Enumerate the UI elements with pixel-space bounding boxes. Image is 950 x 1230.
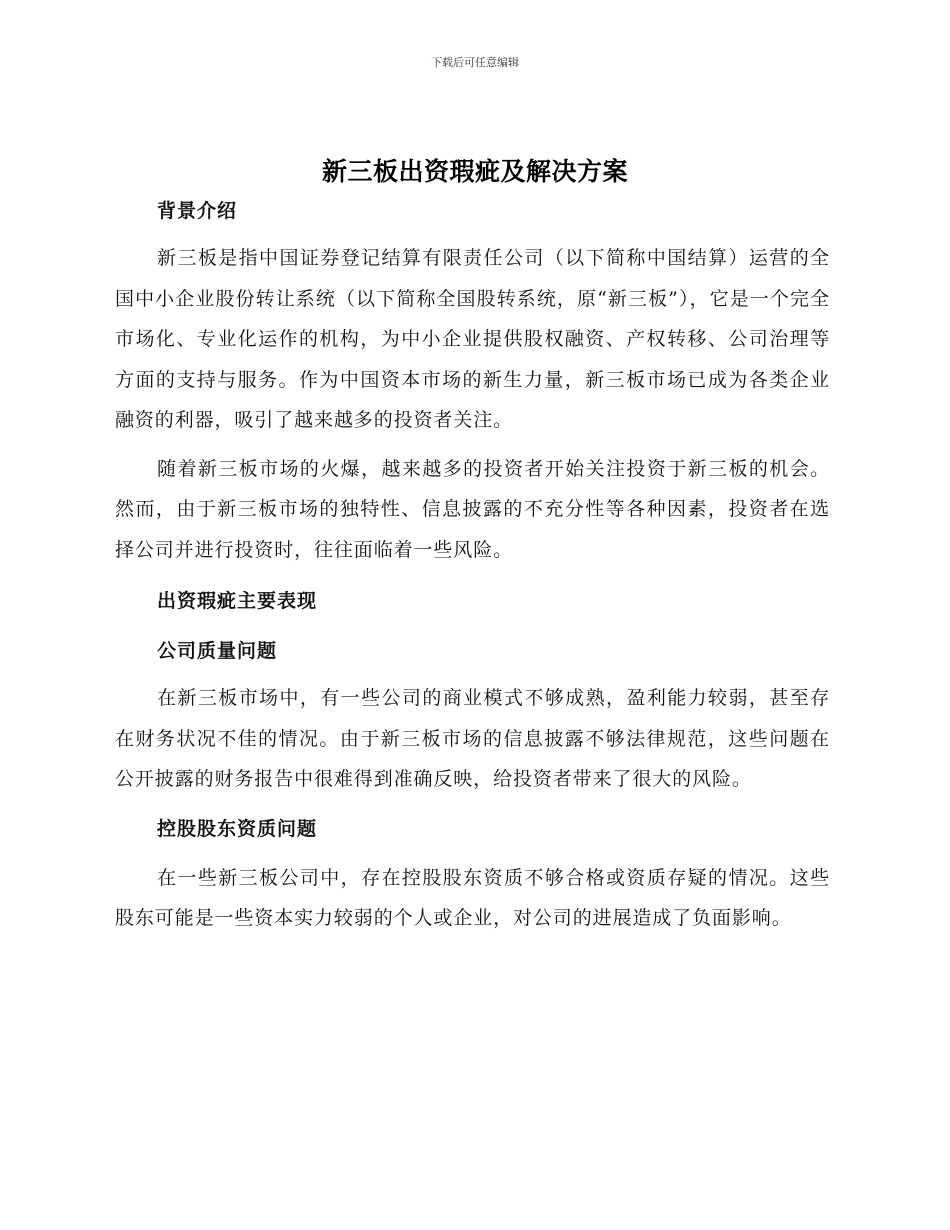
section-heading-main-issues: 出资瑕疵主要表现 [157, 590, 318, 612]
paragraph-background-1: 新三板是指中国证券登记结算有限责任公司（以下简称中国结算）运营的全国中小企业股份转让系统（以下简称全国股转系统，原“新三板”），它是一个完全市场化、专业化运作的机构，为中小企业提供股权融资、产权转移、公司治理等方面的支持与服务。作为中国资本市场的新生力量，新三板市场已成为各类企业融资的利器，吸引了越来越多的投资者关注。 [115, 247, 830, 431]
paragraph-background-2: 随着新三板市场的火爆，越来越多的投资者开始关注投资于新三板的机会。然而，由于新三板市场的独特性、信息披露的不充分性等各种因素，投资者在选择公司并进行投资时，往往面临着一些风险。 [115, 457, 830, 561]
document-title: 新三板出资瑕疵及解决方案 [321, 157, 628, 186]
section-heading-company-quality: 公司质量问题 [157, 640, 278, 662]
section-heading-controlling-shareholder: 控股股东资质问题 [157, 817, 318, 840]
paragraph-company-quality: 在新三板市场中，有一些公司的商业模式不够成熟，盈利能力较弱，甚至存在财务状况不佳的情况。由于新三板市场的信息披露不够法律规范，这些问题在公开披露的财务报告中很难得到准确反映，给投资者带来了很大的风险。 [115, 687, 830, 790]
document-body [115, 194, 830, 939]
paragraph-controlling-shareholder: 在一些新三板公司中，存在控股股东资质不够合格或资质存疑的情况。这些股东可能是一些资本实力较弱的个人或企业，对公司的进展造成了负面影响。 [115, 866, 830, 929]
section-heading-background: 背景介绍 [157, 200, 238, 222]
page-header-note: 下载后可任意编辑 [431, 56, 519, 69]
